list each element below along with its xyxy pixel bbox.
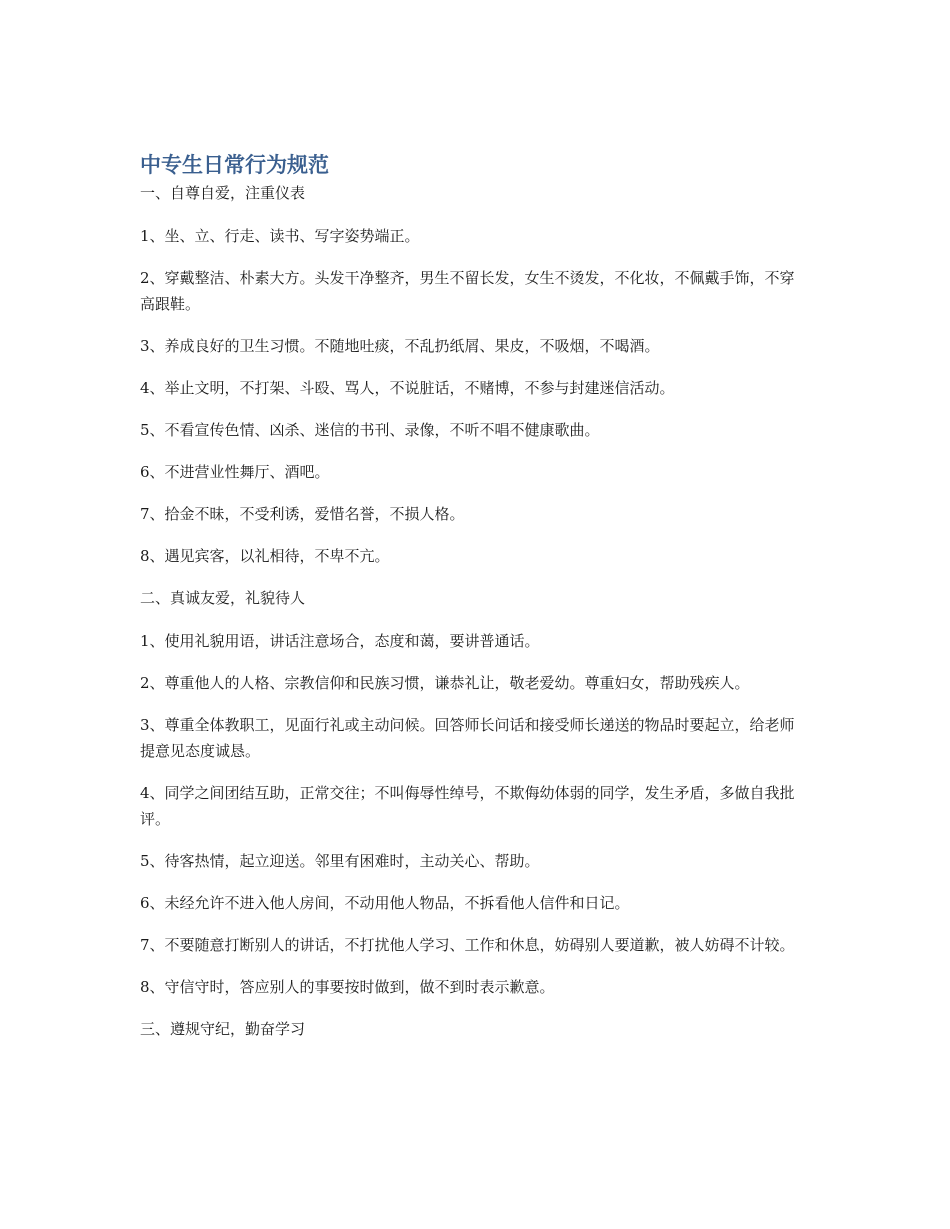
- document-title: 中专生日常行为规范: [140, 153, 329, 177]
- document-page: [140, 150, 805, 1043]
- rule-item: 2、尊重他人的人格、宗教信仰和民族习惯，谦恭礼让，敬老爱幼。尊重妇女，帮助残疾人。: [140, 674, 750, 692]
- section-heading-3: 三、遵规守纪，勤奋学习: [140, 1020, 306, 1038]
- rule-item: 3、养成良好的卫生习惯。不随地吐痰，不乱扔纸屑、果皮，不吸烟，不喝酒。: [140, 337, 660, 355]
- rule-item: 6、未经允许不进入他人房间，不动用他人物品，不拆看他人信件和日记。: [140, 894, 630, 912]
- rule-item: 3、尊重全体教职工，见面行礼或主动问候。回答师长问话和接受师长递送的物品时要起立，给老师提意见态度诚恳。: [140, 716, 795, 760]
- rule-item: 1、使用礼貌用语，讲话注意场合，态度和蔼，要讲普通话。: [140, 632, 540, 650]
- rule-item: 5、待客热情，起立迎送。邻里有困难时，主动关心、帮助。: [140, 852, 540, 870]
- rule-item: 8、遇见宾客，以礼相待，不卑不亢。: [140, 547, 390, 565]
- rule-item: 6、不进营业性舞厅、酒吧。: [140, 463, 330, 481]
- rule-item: 4、同学之间团结互助，正常交往；不叫侮辱性绰号，不欺侮幼体弱的同学，发生矛盾，多做自我批评。: [140, 784, 795, 828]
- section-heading-1: 一、自尊自爱，注重仪表: [140, 184, 306, 202]
- rule-item: 5、不看宣传色情、凶杀、迷信的书刊、录像，不听不唱不健康歌曲。: [140, 421, 600, 439]
- rule-item: 7、不要随意打断别人的讲话，不打扰他人学习、工作和休息，妨碍别人要道歉，被人妨碍不计较。: [140, 936, 795, 954]
- rule-item: 1、坐、立、行走、读书、写字姿势端正。: [140, 227, 420, 245]
- section-heading-2: 二、真诚友爱，礼貌待人: [140, 589, 306, 607]
- rule-item: 2、穿戴整洁、朴素大方。头发干净整齐，男生不留长发，女生不烫发，不化妆，不佩戴手饰，不穿高跟鞋。: [140, 269, 795, 313]
- rule-item: 7、拾金不昧，不受利诱，爱惜名誉，不损人格。: [140, 505, 465, 523]
- rule-item: 8、守信守时，答应别人的事要按时做到，做不到时表示歉意。: [140, 978, 555, 996]
- rule-item: 4、举止文明，不打架、斗殴、骂人，不说脏话，不赌博，不参与封建迷信活动。: [140, 379, 675, 397]
